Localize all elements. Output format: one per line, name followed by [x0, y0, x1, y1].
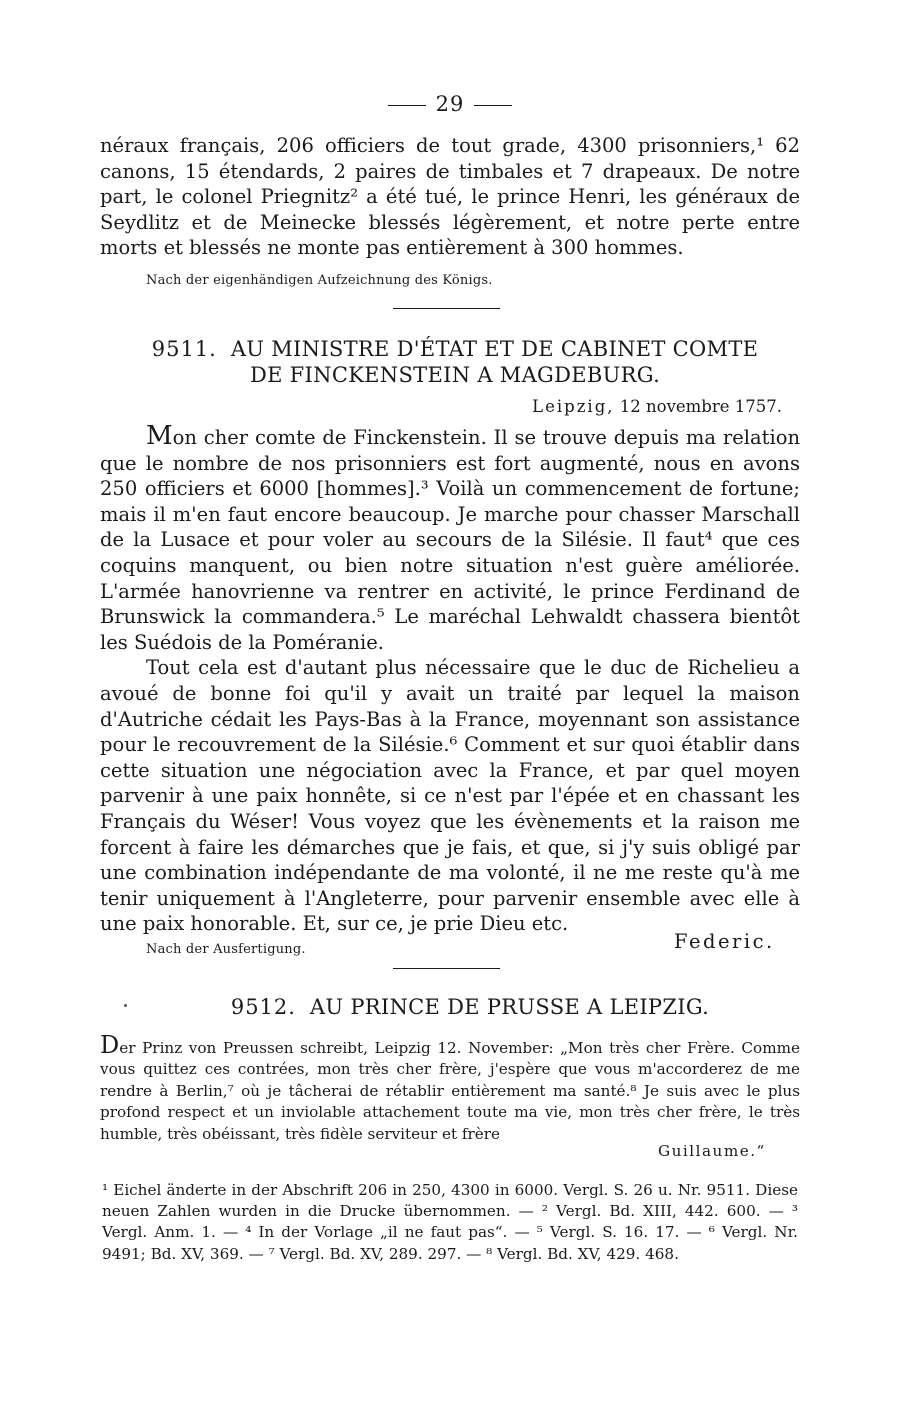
letter-9511-body	[100, 421, 800, 937]
letter-9511-paragraph-1-text: on cher comte de Finckenstein. Il se trouve depuis ma relation que le nombre de nos prisonniers est fort augmenté, nous en avons 250 officiers et 6000 [hommes].³ Voilà un commencement de fortune; mais il m'en faut encore beaucoup. Je marche pour chasser Marschall de la Lusace et pour voler au secours de la Silésie. Il faut⁴ que ces coquins manquent, ou bien notre situation n'est guère améliorée. L'armée hanovrienne va rentrer en activité, le prince Ferdinand de Brunswick la commandera.⁵ Le maréchal Lehwaldt chassera bientôt les Suédois de la Poméranie.	[100, 426, 800, 654]
footnotes: ¹ Eichel änderte in der Abschrift 206 in 250, 4300 in 6000. Vergl. S. 26 u. Nr. 9511. Diese neuen Zahlen wurden in die Drucke übernommen. — ² Vergl. Bd. XIII, 442. 600. — ³ Vergl. Anm. 1. — ⁴ In der Vorlage „il ne faut pas“. — ⁵ Vergl. S. 16. 17. — ⁶ Vergl. Nr. 9491; Bd. XV, 369. — ⁷ Vergl. Bd. XV, 289. 297. — ⁸ Vergl. Bd. XV, 429. 468.	[102, 1181, 798, 1263]
dash-right	[474, 105, 512, 106]
stray-mark	[124, 1004, 127, 1007]
letter-9512-number: 9512.	[230, 995, 296, 1019]
letter-9512-heading	[190, 994, 750, 1020]
dash-left	[388, 105, 426, 106]
letter-9511-signature: Federic.	[674, 930, 775, 953]
source-note-top: Nach der eigenhändigen Aufzeichnung des Königs.	[146, 273, 493, 288]
letter-9512-signature: Guillaume.“	[658, 1142, 766, 1160]
letter-9511-heading-line1	[100, 336, 810, 362]
letter-9512-title: AU PRINCE DE PRUSSE A LEIPZIG.	[309, 995, 710, 1019]
page-number-line	[0, 92, 900, 116]
letter-9512-dropcap: D	[100, 1031, 120, 1059]
letter-9512-text-content: er Prinz von Preussen schreibt, Leipzig 12. November: „Mon très cher Frère. Comme vous quittez ces contrées, mon très cher frère, j'espère que vous m'accorderez de me rendre à Berlin,⁷ où je tâcherai de rétablir entièrement ma santé.⁸ Je suis avec le plus profond respect et un inviolable attachement toute ma vie, mon très cher frère, le très humble, très obéissant, très fidèle serviteur et frère	[100, 1039, 800, 1143]
letter-9511-dropcap: M	[146, 421, 173, 451]
letter-9511-number: 9511.	[151, 337, 217, 361]
footnotes-block	[102, 1180, 798, 1265]
continued-text-block	[100, 133, 800, 261]
letter-9511-title-line1: AU MINISTRE D'ÉTAT ET DE CABINET COMTE	[230, 337, 759, 361]
letter-9511-date: 12 novembre 1757.	[619, 397, 782, 416]
letter-9512-body	[100, 1031, 800, 1145]
letter-9511-paragraph-2: Tout cela est d'autant plus nécessaire que le duc de Richelieu a avoué de bonne foi qu'il y avait un traité par lequel la maison d'Autriche cédait les Pays-Bas à la France, moyennant son assistance pour le recouvrement de la Silésie.⁶ Comment et sur quoi établir dans cette situation une négociation avec la France, et par quel moyen parvenir à une paix honnête, si ce n'est par l'épée et en chassant les Français du Wéser! Vous voyez que les évènements et la raison me forcent à faire les démarches que je fais, et que, si j'y suis obligé par une combination indépendante de ma volonté, il ne me reste qu'à me tenir uniquement à l'Angleterre, pour parvenir ensemble avec elle à une paix honorable. Et, sur ce, je prie Dieu etc.	[100, 656, 800, 936]
separator-rule-1	[393, 308, 500, 309]
letter-9511-title-line2: DE FINCKENSTEIN A MAGDEBURG.	[249, 363, 661, 387]
source-note-9511: Nach der Ausfertigung.	[146, 942, 306, 957]
letter-9511-place: Leipzig,	[532, 397, 615, 416]
letter-9511-paragraph-1	[100, 421, 800, 655]
continued-text: néraux français, 206 officiers de tout grade, 4300 prisonniers,¹ 62 canons, 15 étendards, 2 paires de timbales et 7 drapeaux. De notre part, le colonel Priegnitz² a été tué, le prince Henri, les généraux de Seydlitz et de Meinecke blessés légèrement, et notre perte entre morts et blessés ne monte pas entièrement à 300 hommes.	[100, 134, 800, 260]
letter-9512-text	[100, 1031, 800, 1145]
separator-rule-2	[393, 968, 500, 969]
letter-9511-dateline	[500, 397, 782, 416]
page-number: 29	[435, 92, 465, 116]
letter-9511-heading	[100, 336, 810, 388]
